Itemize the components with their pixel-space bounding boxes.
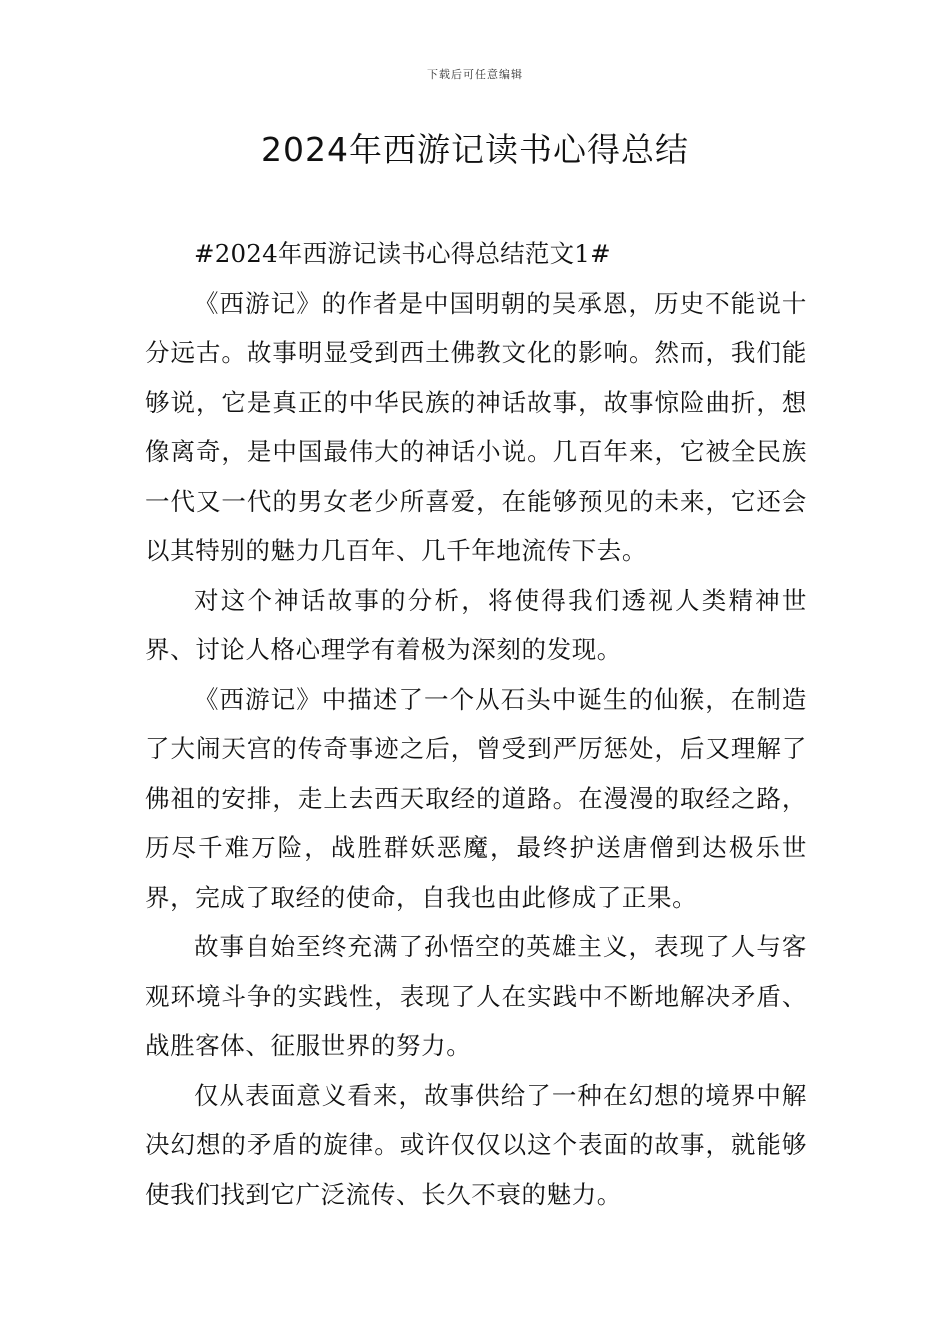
document-title: 2024年西游记读书心得总结	[261, 130, 689, 169]
paragraph-1: 《西游记》的作者是中国明朝的吴承恩，历史不能说十分远古。故事明显受到西土佛教文化的影响。然而，我们能够说，它是真正的中华民族的神话故事，故事惊险曲折，想像离奇，是中国最伟大的神话小说。几百年来，它被全民族一代又一代的男女老少所喜爱，在能够预见的未来，它还会以其特别的魅力几百年、几千年地流传下去。	[145, 288, 807, 565]
paragraph-3: 《西游记》中描述了一个从石头中诞生的仙猴，在制造了大闹天宫的传奇事迹之后，曾受到严厉惩处，后又理解了佛祖的安排，走上去西天取经的道路。在漫漫的取经之路，历尽千难万险，战胜群妖恶魔，最终护送唐僧到达极乐世界，完成了取经的使命，自我也由此修成了正果。	[145, 684, 807, 912]
paragraph-5: 仅从表面意义看来，故事供给了一种在幻想的境界中解决幻想的矛盾的旋律。或许仅仅以这个表面的故事，就能够使我们找到它广泛流传、长久不衰的魅力。	[145, 1080, 807, 1209]
paragraph-4: 故事自始至终充满了孙悟空的英雄主义，表现了人与客观环境斗争的实践性，表现了人在实践中不断地解决矛盾、战胜客体、征服世界的努力。	[145, 932, 807, 1060]
section-heading: #2024年西游记读书心得总结范文1#	[194, 239, 611, 268]
page-header-note: 下载后可任意编辑	[427, 68, 523, 81]
document-body	[145, 229, 807, 1219]
paragraph-2: 对这个神话故事的分析，将使得我们透视人类精神世界、讨论人格心理学有着极为深刻的发现。	[145, 585, 807, 664]
